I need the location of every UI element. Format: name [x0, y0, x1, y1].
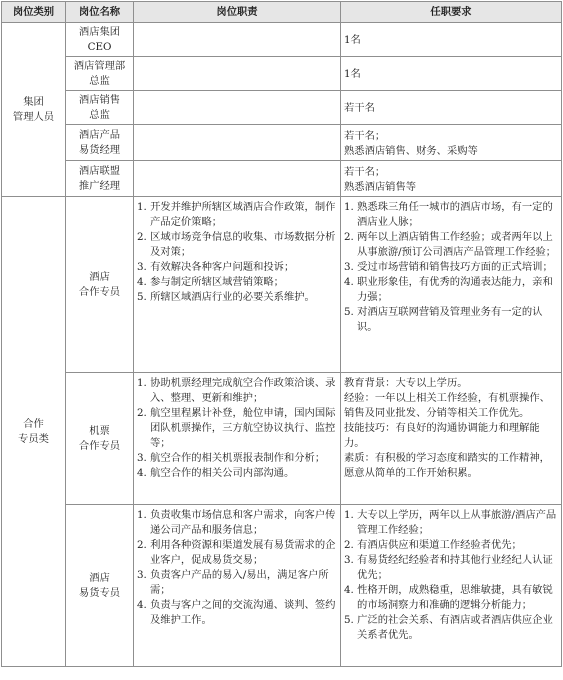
list-item: 4. 航空合作的相关公司内部沟通。: [137, 467, 295, 479]
list-item: 技能技巧：有良好的沟通协调能力和理解能力。: [344, 422, 540, 449]
list-item: 5. 所辖区域酒店行业的必要关系维护。: [137, 291, 315, 303]
position-name: 酒店销售 总监: [66, 91, 134, 125]
list-item: 1. 开发并维护所辖区域酒店合作政策，制作产品定价策略；: [137, 201, 336, 228]
table-row: [2, 197, 562, 373]
list-item: 1. 负责收集市场信息和客户需求，向客户传递公司产品和服务信息；: [137, 509, 336, 536]
table-row: [2, 91, 562, 125]
table-row: [2, 125, 562, 161]
category-label: 集团: [23, 95, 44, 108]
list-item: 4. 职业形象佳，有优秀的沟通表达能力，亲和力强；: [344, 276, 553, 303]
requirement-cell: 若干名: [341, 91, 562, 125]
list-item: 3. 受过市场营销和销售技巧方面的正式培训；: [344, 261, 553, 273]
duty-cell: [134, 91, 341, 125]
requirement-cell: 1名: [341, 23, 562, 57]
position-name: 机票 合作专员: [66, 373, 134, 505]
requirement-cell: [341, 505, 562, 667]
list-item: 3. 负责客户产品的易入/易出，满足客户所需；: [137, 569, 329, 596]
list-item: 2. 利用各种资源和渠道发展有易货需求的企业客户，促成易货交易；: [137, 539, 336, 566]
list-item: 教育背景：大专以上学历。: [344, 377, 468, 389]
requirement-cell: 1名: [341, 57, 562, 91]
duty-cell: [134, 23, 341, 57]
job-table: [1, 1, 562, 667]
position-name: 酒店管理部 总监: [66, 57, 134, 91]
list-item: 5. 对酒店互联网营销及管理业务有一定的认识。: [344, 306, 543, 333]
list-item: 4. 参与制定所辖区域营销策略；: [137, 276, 284, 288]
category-label: 合作: [23, 417, 44, 430]
position-name: 酒店产品 易货经理: [66, 125, 134, 161]
duty-cell: [134, 161, 341, 197]
duty-cell: [134, 57, 341, 91]
list-item: 2. 有酒店供应和渠道工作经验者优先；: [344, 539, 522, 551]
list-item: 2. 两年以上酒店销售工作经验；或者两年以上从事旅游/预订公司酒店产品管理工作经验；: [344, 231, 557, 258]
header-row: [2, 2, 562, 23]
table-row: [2, 23, 562, 57]
requirement-cell: 若干名； 熟悉酒店销售等: [341, 161, 562, 197]
duty-list: [137, 376, 337, 481]
table-row: [2, 57, 562, 91]
duty-cell: [134, 197, 341, 373]
list-item: 4. 性格开朗，成熟稳重，思维敏捷，具有敏锐的市场洞察力和准确的逻辑分析能力；: [344, 584, 553, 611]
duty-list: [137, 508, 337, 628]
position-name: 酒店联盟 推广经理: [66, 161, 134, 197]
list-item: 5. 广泛的社会关系、有酒店或者酒店供应企业关系者优先。: [344, 614, 553, 641]
header-requirements: 任职要求: [341, 2, 562, 23]
list-item: 3. 有易货经纪经验者和持其他行业经纪人认证优先；: [344, 554, 553, 581]
list-item: 素质：有积极的学习态度和踏实的工作精神，愿意从简单的工作开始积累。: [344, 452, 550, 479]
duty-list: [137, 200, 337, 305]
list-item: 经验：一年以上相关工作经验，有机票操作、销售及同业批发、分销等相关工作优先。: [344, 392, 550, 419]
table-row: [2, 373, 562, 505]
position-name: 酒店集团 CEO: [66, 23, 134, 57]
requirement-cell: [341, 197, 562, 373]
table-row: [2, 161, 562, 197]
list-item: 3. 航空合作的相关机票报表制作和分析；: [137, 452, 326, 464]
position-name: 酒店 易货专员: [66, 505, 134, 667]
list-item: 2. 航空里程累计补登，舱位申请，国内国际团队机票操作，三方航空协议执行、监控等；: [137, 407, 336, 449]
list-item: 1. 熟悉珠三角任一城市的酒店市场，有一定的酒店业人脉；: [344, 201, 553, 228]
header-position: 岗位名称: [66, 2, 134, 23]
header-category: 岗位类别: [2, 2, 66, 23]
category-cell: [2, 197, 66, 667]
requirement-cell: [341, 373, 562, 505]
list-item: 3. 有效解决各种客户问题和投诉；: [137, 261, 295, 273]
requirement-cell: 若干名； 熟悉酒店销售、财务、采购等: [341, 125, 562, 161]
category-label: 管理人员: [12, 110, 55, 123]
duty-cell: [134, 373, 341, 505]
header-duties: 岗位职责: [134, 2, 341, 23]
category-label: 专员类: [18, 432, 49, 445]
list-item: 4. 负责与客户之间的交流沟通、谈判、签约及维护工作。: [137, 599, 336, 626]
requirement-list: [344, 200, 558, 335]
table-row: [2, 505, 562, 667]
category-cell: [2, 23, 66, 197]
duty-cell: [134, 125, 341, 161]
list-item: 2. 区域市场竞争信息的收集、市场数据分析及对策；: [137, 231, 336, 258]
list-item: 1. 大专以上学历，两年以上从事旅游/酒店产品管理工作经验；: [344, 509, 557, 536]
duty-cell: [134, 505, 341, 667]
list-item: 1. 协助机票经理完成航空合作政策洽谈、录入、整理、更新和维护；: [137, 377, 336, 404]
position-name: 酒店 合作专员: [66, 197, 134, 373]
requirement-list: [344, 508, 558, 643]
